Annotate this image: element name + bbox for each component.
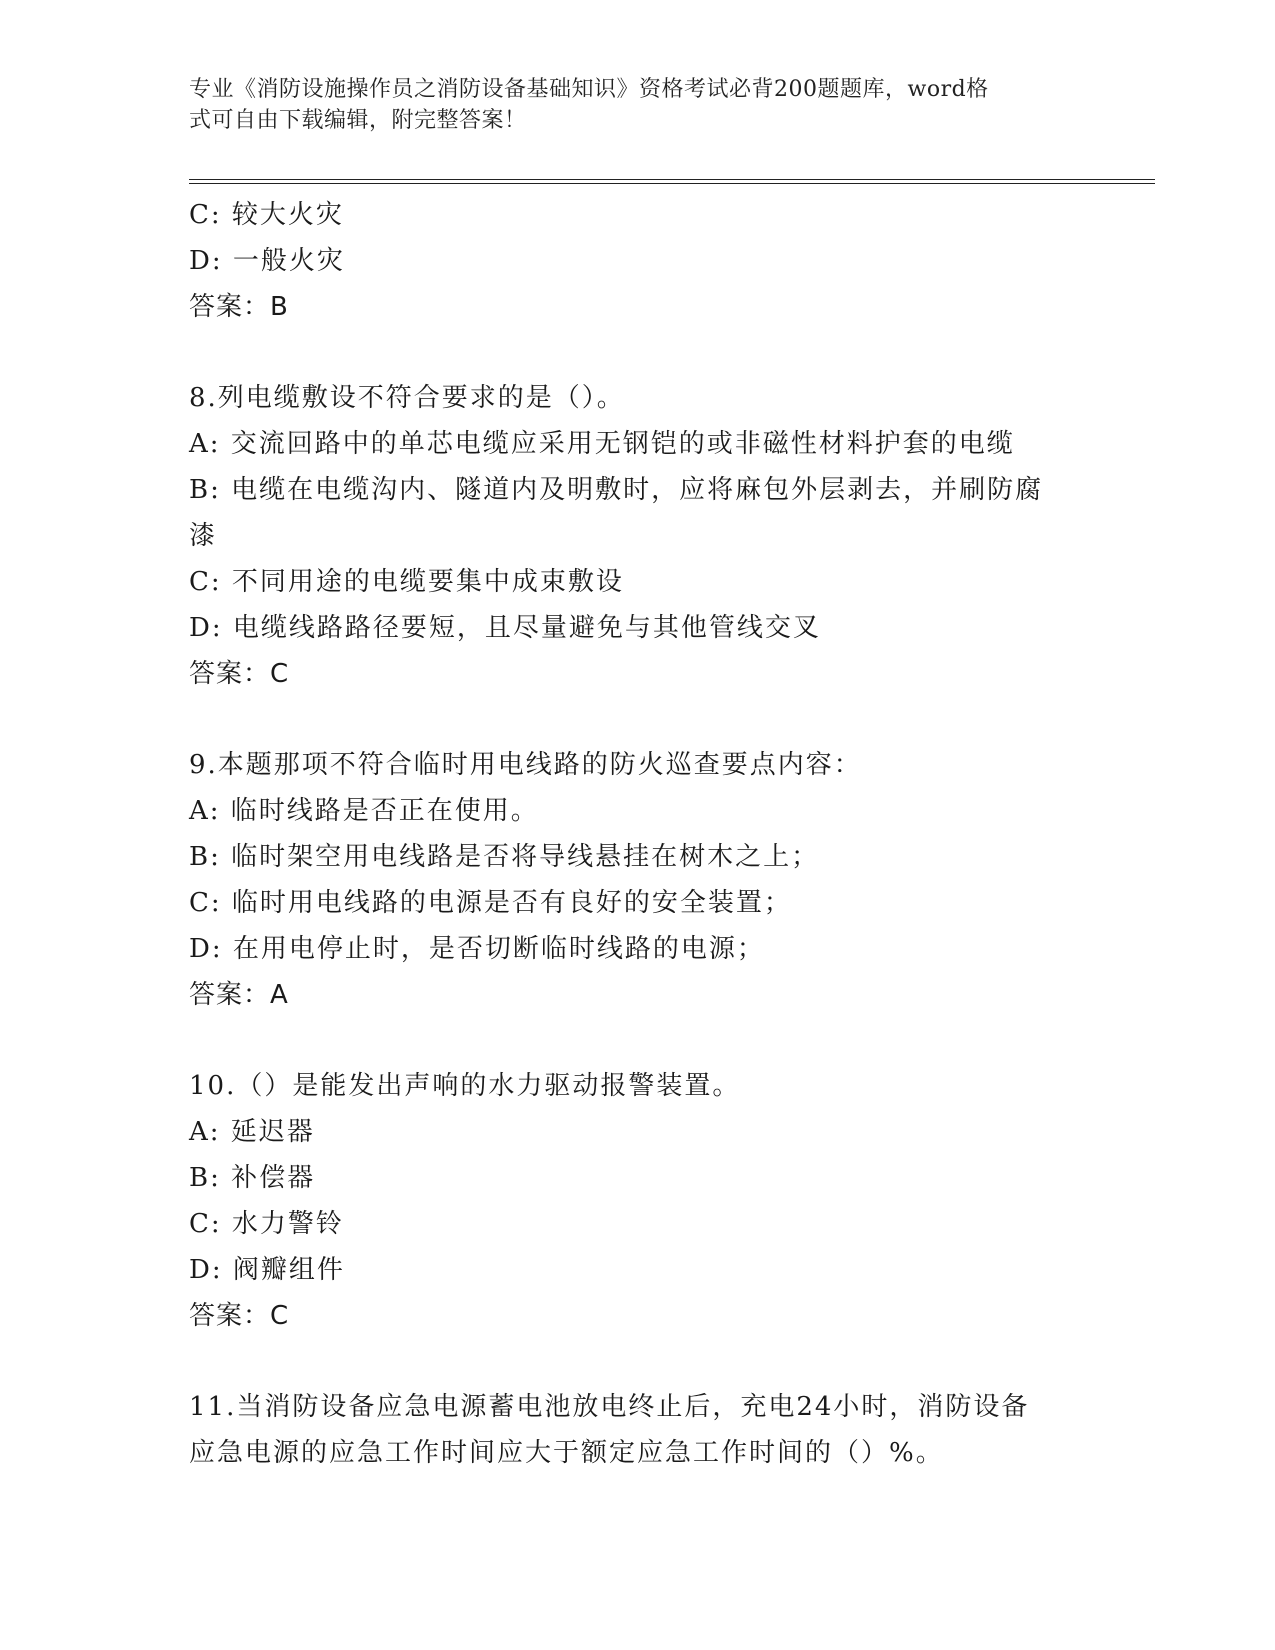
answer: 答案：A xyxy=(189,980,289,1010)
option-d: D: 阀瓣组件 xyxy=(189,1255,345,1285)
option-a: A: 交流回路中的单芯电缆应采用无钢铠的或非磁性材料护套的电缆 xyxy=(189,429,1015,459)
spacer xyxy=(189,330,1089,375)
option-d: D: 在用电停止时，是否切断临时线路的电源； xyxy=(189,934,765,964)
answer: 答案：C xyxy=(189,659,290,689)
option-a: A: 临时线路是否正在使用。 xyxy=(189,796,539,826)
header-title-line-1: 专业《消防设施操作员之消防设备基础知识》资格考试必背200题题库，word格 xyxy=(189,77,989,102)
spacer xyxy=(189,697,1089,742)
option-b: B: 临时架空用电线路是否将导线悬挂在树木之上； xyxy=(189,842,820,872)
option-d: D: 电缆线路路径要短，且尽量避免与其他管线交叉 xyxy=(189,613,821,643)
question-stem: 11.当消防设备应急电源蓄电池放电终止后，充电24小时，消防设备 xyxy=(189,1392,1030,1422)
header-divider-bottom xyxy=(189,183,1155,184)
option-a: A: 延迟器 xyxy=(189,1117,315,1147)
question-10 xyxy=(189,1063,1089,1339)
option-b-continued: 漆 xyxy=(189,521,218,551)
option-c: C: 水力警铃 xyxy=(189,1209,344,1239)
option-c: C: 临时用电线路的电源是否有良好的安全装置； xyxy=(189,888,792,918)
question-stem-continued: 应急电源的应急工作时间应大于额定应急工作时间的（）%。 xyxy=(189,1438,944,1468)
answer: 答案：B xyxy=(189,292,289,322)
question-9 xyxy=(189,742,1089,1018)
question-stem: 8.列电缆敷设不符合要求的是（）。 xyxy=(189,383,625,413)
question-11 xyxy=(189,1384,1089,1476)
question-list xyxy=(189,192,1089,1476)
question-7-tail xyxy=(189,192,1089,330)
header-divider-top xyxy=(189,179,1155,180)
answer: 答案：C xyxy=(189,1301,290,1331)
spacer xyxy=(189,1018,1089,1063)
document-header xyxy=(189,74,1069,136)
spacer xyxy=(189,1339,1089,1384)
option-c: C: 不同用途的电缆要集中成束敷设 xyxy=(189,567,624,597)
question-stem: 10.（）是能发出声响的水力驱动报警装置。 xyxy=(189,1071,741,1101)
option-d: D: 一般火灾 xyxy=(189,246,345,276)
header-title-line-2: 式可自由下载编辑，附完整答案！ xyxy=(189,108,527,133)
question-stem: 9.本题那项不符合临时用电线路的防火巡查要点内容： xyxy=(189,750,862,780)
option-b: B: 电缆在电缆沟内、隧道内及明敷时，应将麻包外层剥去，并刷防腐 xyxy=(189,475,1044,505)
question-8 xyxy=(189,375,1089,697)
option-c: C: 较大火灾 xyxy=(189,200,344,230)
option-b: B: 补偿器 xyxy=(189,1163,316,1193)
